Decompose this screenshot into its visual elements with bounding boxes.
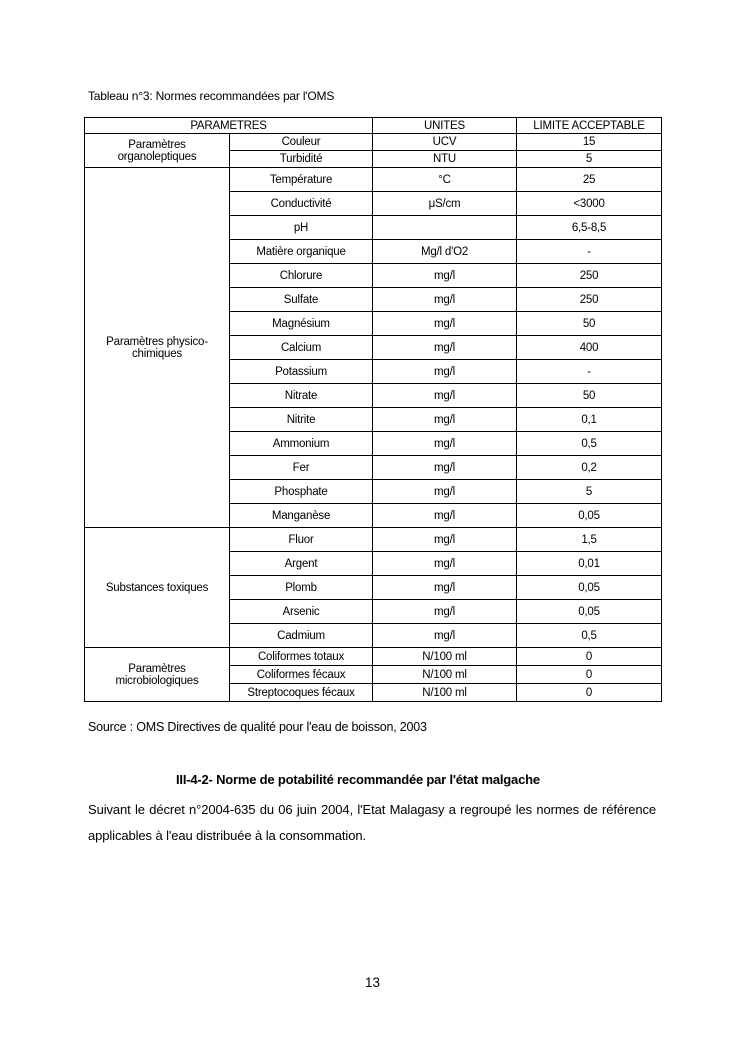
parameter-cell: Chlorure bbox=[230, 264, 373, 288]
parameter-cell: Coliformes fécaux bbox=[230, 666, 373, 684]
parameter-cell: Arsenic bbox=[230, 600, 373, 624]
category-cell: Substances toxiques bbox=[85, 528, 230, 648]
table-body bbox=[85, 134, 662, 702]
limit-cell: 25 bbox=[517, 168, 662, 192]
table-row bbox=[85, 648, 662, 666]
unit-cell: NTU bbox=[373, 151, 517, 168]
parameter-cell: Calcium bbox=[230, 336, 373, 360]
limit-cell: 50 bbox=[517, 384, 662, 408]
body-paragraph: Suivant le décret n°2004-635 du 06 juin 2004, l'Etat Malagasy a regroupé les normes de référence applicables à l'eau distribuée à la consommation. bbox=[88, 802, 656, 843]
table-row bbox=[85, 134, 662, 151]
unit-cell: mg/l bbox=[373, 600, 517, 624]
unit-cell: mg/l bbox=[373, 408, 517, 432]
limit-cell: 0,05 bbox=[517, 504, 662, 528]
limit-cell: 250 bbox=[517, 288, 662, 312]
category-cell: Paramètres microbiologiques bbox=[85, 648, 230, 702]
category-cell: Paramètres physico-chimiques bbox=[85, 168, 230, 528]
limit-cell: - bbox=[517, 240, 662, 264]
limit-cell: 6,5-8,5 bbox=[517, 216, 662, 240]
limit-cell: 0,1 bbox=[517, 408, 662, 432]
unit-cell: mg/l bbox=[373, 288, 517, 312]
parameter-cell: Couleur bbox=[230, 134, 373, 151]
unit-cell: mg/l bbox=[373, 552, 517, 576]
parameter-cell: Streptocoques fécaux bbox=[230, 684, 373, 702]
table-caption: Tableau n°3: Normes recommandées par l'OMS bbox=[88, 89, 335, 103]
unit-cell: mg/l bbox=[373, 432, 517, 456]
parameter-cell: Ammonium bbox=[230, 432, 373, 456]
unit-cell: μS/cm bbox=[373, 192, 517, 216]
limit-cell: 1,5 bbox=[517, 528, 662, 552]
parameter-cell: Température bbox=[230, 168, 373, 192]
page-number: 13 bbox=[364, 975, 381, 990]
parameter-cell: pH bbox=[230, 216, 373, 240]
limit-cell: 250 bbox=[517, 264, 662, 288]
limit-cell: - bbox=[517, 360, 662, 384]
limit-cell: 5 bbox=[517, 151, 662, 168]
limit-cell: 5 bbox=[517, 480, 662, 504]
limit-cell: 0,05 bbox=[517, 576, 662, 600]
unit-cell: mg/l bbox=[373, 504, 517, 528]
unit-cell: mg/l bbox=[373, 312, 517, 336]
limit-cell: <3000 bbox=[517, 192, 662, 216]
unit-cell: mg/l bbox=[373, 456, 517, 480]
limit-cell: 0 bbox=[517, 648, 662, 666]
table-row bbox=[85, 168, 662, 192]
unit-cell: mg/l bbox=[373, 360, 517, 384]
parameter-cell: Conductivité bbox=[230, 192, 373, 216]
parameter-cell: Fluor bbox=[230, 528, 373, 552]
unit-cell: N/100 ml bbox=[373, 666, 517, 684]
unit-cell: °C bbox=[373, 168, 517, 192]
header-unites: UNITES bbox=[373, 118, 517, 134]
unit-cell: N/100 ml bbox=[373, 648, 517, 666]
category-cell: Paramètres organoleptiques bbox=[85, 134, 230, 168]
header-limite: LIMITE ACCEPTABLE bbox=[517, 118, 662, 134]
parameter-cell: Matière organique bbox=[230, 240, 373, 264]
unit-cell: mg/l bbox=[373, 528, 517, 552]
limit-cell: 15 bbox=[517, 134, 662, 151]
parameter-cell: Phosphate bbox=[230, 480, 373, 504]
parameter-cell: Argent bbox=[230, 552, 373, 576]
unit-cell: mg/l bbox=[373, 480, 517, 504]
unit-cell: mg/l bbox=[373, 576, 517, 600]
parameter-cell: Manganèse bbox=[230, 504, 373, 528]
parameter-cell: Cadmium bbox=[230, 624, 373, 648]
limit-cell: 50 bbox=[517, 312, 662, 336]
standards-table bbox=[84, 117, 662, 702]
parameter-cell: Turbidité bbox=[230, 151, 373, 168]
unit-cell: mg/l bbox=[373, 264, 517, 288]
table-header-row bbox=[85, 118, 662, 134]
limit-cell: 0 bbox=[517, 666, 662, 684]
section-heading: III-4-2- Norme de potabilité recommandée par l'état malgache bbox=[176, 772, 540, 787]
unit-cell: mg/l bbox=[373, 624, 517, 648]
unit-cell: UCV bbox=[373, 134, 517, 151]
parameter-cell: Coliformes totaux bbox=[230, 648, 373, 666]
parameter-cell: Nitrate bbox=[230, 384, 373, 408]
unit-cell bbox=[373, 216, 517, 240]
header-parametres: PARAMETRES bbox=[85, 118, 373, 134]
unit-cell: Mg/l d'O2 bbox=[373, 240, 517, 264]
limit-cell: 0,05 bbox=[517, 600, 662, 624]
unit-cell: mg/l bbox=[373, 384, 517, 408]
parameter-cell: Nitrite bbox=[230, 408, 373, 432]
source-note: Source : OMS Directives de qualité pour l'eau de boisson, 2003 bbox=[88, 720, 427, 734]
parameter-cell: Fer bbox=[230, 456, 373, 480]
limit-cell: 0,5 bbox=[517, 624, 662, 648]
limit-cell: 0,2 bbox=[517, 456, 662, 480]
unit-cell: mg/l bbox=[373, 336, 517, 360]
limit-cell: 400 bbox=[517, 336, 662, 360]
parameter-cell: Plomb bbox=[230, 576, 373, 600]
limit-cell: 0,5 bbox=[517, 432, 662, 456]
limit-cell: 0 bbox=[517, 684, 662, 702]
limit-cell: 0,01 bbox=[517, 552, 662, 576]
unit-cell: N/100 ml bbox=[373, 684, 517, 702]
table-row bbox=[85, 528, 662, 552]
parameter-cell: Potassium bbox=[230, 360, 373, 384]
parameter-cell: Sulfate bbox=[230, 288, 373, 312]
parameter-cell: Magnésium bbox=[230, 312, 373, 336]
